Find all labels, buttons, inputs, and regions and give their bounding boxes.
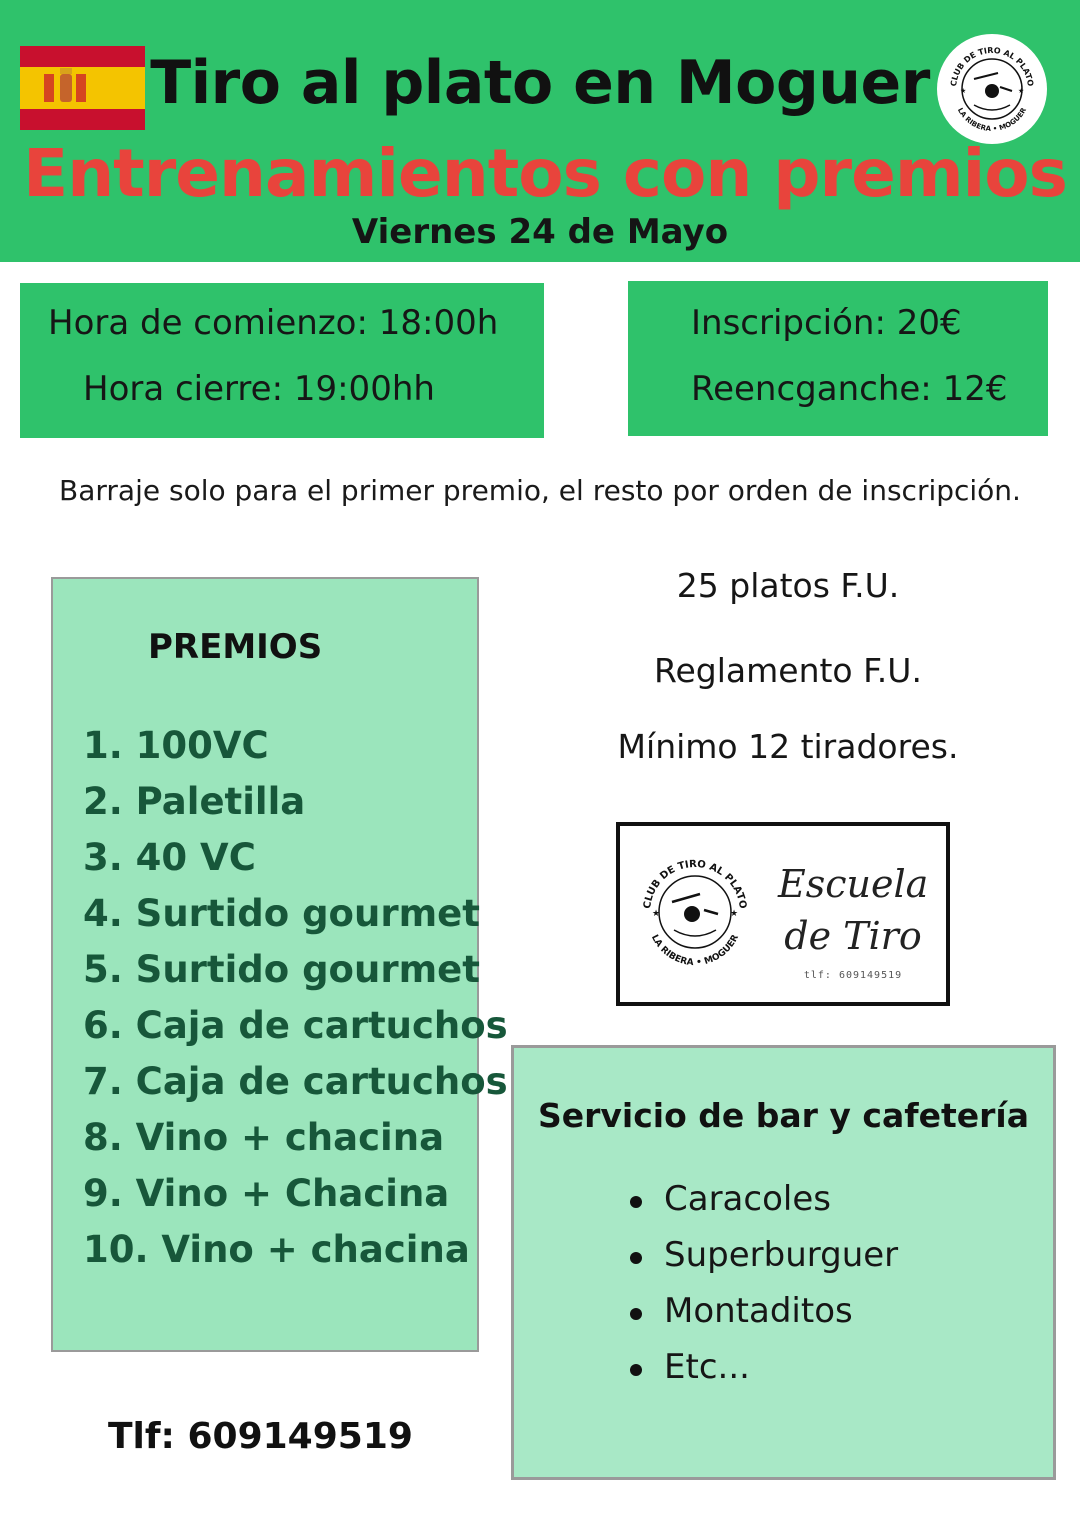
rule-minimo: Mínimo 12 tiradores. [617, 727, 959, 766]
start-time: Hora de comienzo: 18:00h [48, 303, 499, 343]
bullet-icon [630, 1308, 642, 1320]
club-logo-icon [630, 842, 760, 982]
svg-text:★: ★ [960, 87, 967, 95]
prize-item: 5. Surtido gourmet [83, 948, 480, 991]
svg-text:★: ★ [1018, 87, 1025, 95]
bar-item [664, 1347, 750, 1387]
school-title-line1: Escuela [778, 862, 929, 906]
club-logo-icon [936, 33, 1048, 145]
bar-title: Servicio de bar y cafetería [537, 1096, 1029, 1135]
rule-reglamento: Reglamento F.U. [654, 651, 922, 690]
header-banner [0, 0, 1080, 262]
bullet-icon [630, 1196, 642, 1208]
bar-item-label: Etc... [664, 1347, 750, 1387]
svg-text:★: ★ [730, 909, 739, 919]
bullet-icon [630, 1364, 642, 1376]
bar-service-box [511, 1045, 1056, 1480]
inscription-fee: Inscripción: 20€ [691, 303, 962, 343]
prize-item: 7. Caja de cartuchos [83, 1060, 508, 1103]
hours-box [20, 283, 544, 438]
prize-item: 1. 100VC [83, 724, 269, 767]
prize-item: 3. 40 VC [83, 836, 256, 879]
prize-item: 6. Caja de cartuchos [83, 1004, 508, 1047]
svg-text:CLUB DE TIRO AL PLATO: CLUB DE TIRO AL PLATO [642, 858, 748, 910]
prize-item: 9. Vino + Chacina [83, 1172, 450, 1215]
school-phone: tlf: 609149519 [803, 970, 903, 981]
bar-item-label: Montaditos [664, 1291, 853, 1331]
tiebreak-note: Barraje solo para el primer premio, el resto por orden de inscripción. [59, 474, 1021, 507]
school-logo-box [616, 822, 950, 1006]
event-date: Viernes 24 de Mayo [351, 212, 729, 252]
bar-item [664, 1179, 831, 1219]
bar-item-label: Superburguer [664, 1235, 899, 1275]
close-time: Hora cierre: 19:00hh [83, 369, 435, 409]
bar-item [664, 1291, 853, 1331]
contact-phone: Tlf: 609149519 [108, 1416, 413, 1457]
spain-flag-icon [20, 46, 145, 130]
bullet-icon [630, 1252, 642, 1264]
reentry-fee: Reencganche: 12€ [691, 369, 1008, 409]
bar-item [664, 1235, 898, 1275]
rule-platos: 25 platos F.U. [676, 566, 900, 605]
prize-item: 8. Vino + chacina [83, 1116, 445, 1159]
svg-text:★: ★ [652, 909, 661, 919]
svg-text:LA RIBERA • MOGUER: LA RIBERA • MOGUER [955, 106, 1029, 134]
school-title-line2: de Tiro [784, 914, 922, 958]
prize-item: 10. Vino + chacina [83, 1228, 470, 1271]
svg-text:CLUB DE TIRO AL PLATO: CLUB DE TIRO AL PLATO [949, 45, 1035, 87]
svg-text:LA RIBERA • MOGUER: LA RIBERA • MOGUER [648, 933, 742, 969]
page-subtitle: Entrenamientos con premios [23, 135, 1067, 212]
prizes-title: PREMIOS [148, 627, 323, 667]
prizes-box [51, 577, 508, 1352]
bar-item-label: Caracoles [664, 1179, 831, 1219]
prize-item: 2. Paletilla [83, 780, 306, 823]
fees-box [628, 281, 1048, 436]
page-title: Tiro al plato en Moguer [150, 48, 930, 118]
prize-item: 4. Surtido gourmet [83, 892, 480, 935]
